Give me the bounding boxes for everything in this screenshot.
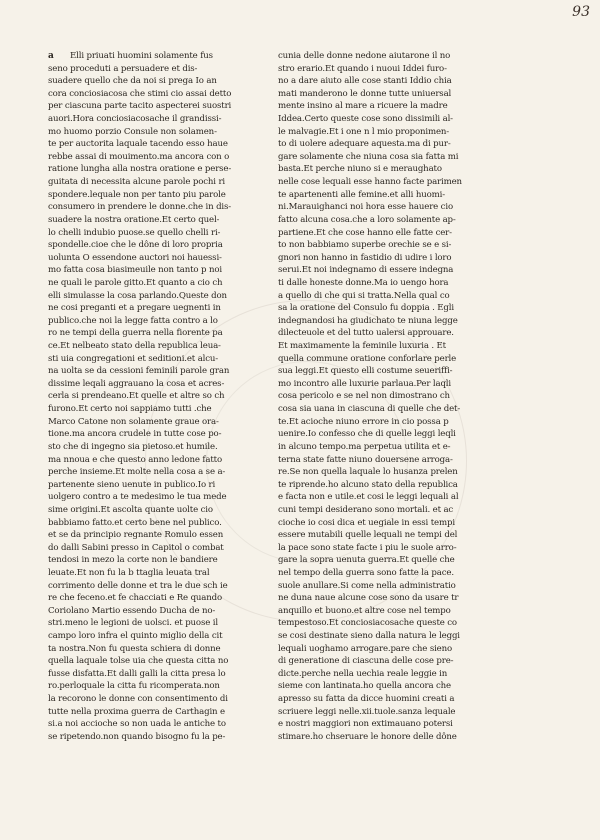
text-line [48, 151, 248, 164]
text-line [48, 617, 248, 630]
text-line-content: Et maximamente la feminile luxuria . Et [278, 341, 446, 352]
text-line-content: cosa pericolo e se nel non dimostrano ch [278, 391, 450, 402]
text-line [48, 693, 248, 706]
text-line [278, 63, 490, 76]
text-line-content: ro.perloquale la citta fu ricomperata.non [48, 681, 220, 692]
text-line-content: guitata di necessita alcune parole pochi ri [48, 177, 226, 188]
text-line [278, 201, 490, 214]
text-line [48, 327, 248, 340]
text-line-content: indegnandosi ha giudichato te niuna legge [278, 315, 458, 326]
text-line [278, 390, 490, 403]
text-line-content: sime origini.Et ascolta quante uolte cio [48, 504, 213, 515]
text-line-content: uenire.Io confesso che di quelle leggi leqli [278, 429, 456, 440]
text-line [48, 315, 248, 328]
text-line-content: dissime leqali aggrauano la cosa et acres- [48, 378, 225, 389]
text-line-content: cora conciosiacosa che stimi cio assai detto [48, 88, 232, 99]
text-line [48, 592, 248, 605]
text-line [278, 100, 490, 113]
text-line-content: ratione lungha alla nostra oratione e perse- [48, 164, 232, 175]
text-line-content: se ripetendo.non quando bisogno fu la pe- [48, 731, 226, 742]
text-line [48, 441, 248, 454]
text-line [48, 668, 248, 681]
text-line-content: ma nnoua e che questo anno ledone fatto [48, 454, 223, 465]
text-line [278, 454, 490, 467]
text-line [278, 75, 490, 88]
text-line [278, 617, 490, 630]
text-line-content: stro erario.Et quando i nuoui Iddei furo- [278, 63, 447, 74]
text-line [48, 277, 248, 290]
text-line [278, 315, 490, 328]
text-line-content: e facta non e utile.et cosi le leggi lequali al [278, 492, 459, 503]
text-line-content: re.Se non quella laquale lo husanza prelen [278, 467, 458, 478]
text-line [48, 390, 248, 403]
text-line [278, 403, 490, 416]
text-line-content: mente insino al mare a ricuere la madre [278, 101, 448, 112]
text-line-content: tendosi in mezo la corte non le bandiere [48, 555, 218, 566]
text-line-content: sti uia congregationi et seditioni.et alcu- [48, 353, 219, 364]
text-line [278, 491, 490, 504]
text-line [278, 479, 490, 492]
text-line [48, 113, 248, 126]
text-line-content: campo loro infra el quinto miglio della cit [48, 631, 223, 642]
text-line-content: spondelle.cioe che le dône di loro propria [48, 240, 223, 251]
text-line [48, 239, 248, 252]
text-line [278, 668, 490, 681]
text-line [278, 151, 490, 164]
text-line-content: ne quali le parole gitto.Et quanto a cio ch [48, 277, 223, 288]
text-line-content: mati manderono le donne tutte uniuersal [278, 88, 452, 99]
text-line-content: Elli priuati huomini solamente fus [70, 51, 213, 61]
text-line-content: fatto alcuna cosa.che a loro solamente ap- [278, 214, 456, 225]
text-line [48, 214, 248, 227]
text-line-content: scriuere leggi nelle.xii.tuole.sanza lequale [278, 706, 456, 717]
text-line [48, 353, 248, 366]
text-line [48, 403, 248, 416]
text-line [278, 113, 490, 126]
text-line-content: suadere quello che da noi si prega Io an [48, 76, 217, 87]
initial-letter: a [48, 51, 54, 61]
text-line [48, 176, 248, 189]
text-line-content: ce.Et nelbeato stato della republica leua- [48, 341, 221, 352]
text-line-content: to di uolere adequare aquesta.ma di pur- [278, 139, 451, 150]
text-line-content: ni.Marauighanci noi hora esse hauere cio [278, 202, 453, 213]
text-line [48, 365, 248, 378]
text-line [278, 542, 490, 555]
text-line [48, 580, 248, 593]
text-line-content: tione.ma ancora crudele in tutte cose po- [48, 429, 222, 440]
text-line [278, 239, 490, 252]
text-line [48, 554, 248, 567]
text-line-content: na uolta se da cessioni feminili parole gran [48, 366, 230, 377]
text-line [48, 50, 248, 63]
text-line [278, 592, 490, 605]
text-line-content: dilecteuole et del tutto ualersi approuare. [278, 328, 454, 339]
text-line [48, 718, 248, 731]
text-line-content: gare solamente che niuna cosa sia fatta mi [278, 151, 459, 162]
text-line [278, 580, 490, 593]
text-line [278, 252, 490, 265]
text-line [278, 504, 490, 517]
right-column [278, 50, 490, 744]
text-line [48, 100, 248, 113]
text-line [278, 680, 490, 693]
text-line-content: le malvagie.Et i one n l mio proponimen- [278, 126, 450, 137]
text-line-content: tutte nella proxima guerra de Carthagin e [48, 706, 225, 717]
text-line [48, 138, 248, 151]
text-line [278, 693, 490, 706]
text-line-content: babbiamo fatto.et certo bene nel publico. [48, 517, 222, 528]
text-line-content: sua leggi.Et questo elli costume seueriffi- [278, 366, 453, 377]
text-line-content: consumero in prendere le donne.che in dis- [48, 202, 232, 213]
text-line-content: ne cosi preganti et a pregare uegnenti in [48, 303, 221, 314]
text-line-content: suadere la nostra oratione.Et certo quel- [48, 214, 220, 225]
text-line-content: Coriolano Martio essendo Ducha de no- [48, 605, 216, 616]
text-line-content: spondere.lequale non per tanto piu parole [48, 189, 226, 200]
text-line-content: et se da principio regnante Romulo essen [48, 530, 224, 541]
text-line [278, 554, 490, 567]
text-line [48, 340, 248, 353]
text-line-content: tempestoso.Et conciosiacosache queste co [278, 618, 457, 629]
text-line [48, 731, 248, 744]
text-line [278, 365, 490, 378]
text-line [278, 340, 490, 353]
text-line-content: anquillo et buono.et altre cose nel tempo [278, 605, 451, 616]
text-line [48, 126, 248, 139]
text-line-content: essere mutabili quelle lequali ne tempi del [278, 530, 458, 541]
text-line-content: stri.meno le legioni de uolsci. et puose il [48, 618, 218, 629]
text-line [48, 302, 248, 315]
text-line [48, 75, 248, 88]
text-line-content: Iddea.Certo queste cose sono dissimili al- [278, 114, 453, 125]
text-line [278, 214, 490, 227]
text-line-content: fusse disfatta.Et dalli galli la citta presa lo [48, 668, 226, 679]
text-line-content: la pace sono state facte i piu le suole arro- [278, 542, 457, 553]
text-line [48, 264, 248, 277]
text-line-content: cioche io cosi dica et uegiale in essi tempi [278, 517, 455, 528]
text-line-content: ti dalle honeste donne.Ma io uengo hora [278, 277, 449, 288]
text-line [48, 630, 248, 643]
text-line-content: ro ne tempi della guerra nella fiorente pa [48, 328, 223, 339]
text-line-content: basta.Et perche niuno si e meraughato [278, 164, 442, 175]
text-line [278, 466, 490, 479]
text-line-content: la recorono le donne con consentimento di [48, 694, 228, 705]
text-line [48, 163, 248, 176]
text-line-content: te per auctorita laquale tacendo esso haue [48, 139, 228, 150]
text-line [48, 479, 248, 492]
text-line-content: cerla si prendeano.Et quelle et altre so ch [48, 391, 225, 402]
text-line [48, 542, 248, 555]
text-line-content: cosa sia uana in ciascuna di quelle che det- [278, 404, 461, 415]
text-line-content: sto che di ingegno sia pietoso.et humile. [48, 441, 218, 452]
text-line [48, 706, 248, 719]
text-line [278, 655, 490, 668]
text-line [278, 290, 490, 303]
text-line [48, 63, 248, 76]
text-line-content: mo huomo porzio Consule non solamen- [48, 126, 217, 137]
text-line [278, 529, 490, 542]
text-line [48, 227, 248, 240]
text-line [278, 88, 490, 101]
text-line-content: ta nostra.Non fu questa schiera di donne [48, 643, 221, 654]
text-line-content: corrimento delle donne et tra le due sch ie [48, 580, 228, 591]
text-line-content: suole anullare.Si come nella administratio [278, 580, 456, 591]
text-line [278, 643, 490, 656]
text-line [48, 643, 248, 656]
text-line-content: quella commune oratione conforlare perle [278, 353, 457, 364]
text-line-content: te apartenenti alle femine.et alli huomi- [278, 189, 445, 200]
text-line-content: in alcuno tempo.ma perpetua utilita et e- [278, 441, 451, 452]
text-line-content: quella laquale tolse uia che questa citta no [48, 656, 229, 667]
text-line [278, 138, 490, 151]
text-line-content: te riprende.ho alcuno stato della republica [278, 479, 458, 490]
text-line [278, 50, 490, 63]
text-line-content: stimare.ho chseruare le honore delle dône [278, 731, 457, 742]
text-line-content: sieme con lantinata.ho quella ancora che [278, 681, 451, 692]
text-line [278, 517, 490, 530]
text-line-content: nelle cose lequali esse hanno facte parimen [278, 177, 462, 188]
text-line-content: auori.Hora conciosiacosache il grandissi- [48, 114, 222, 125]
left-column [48, 50, 248, 744]
text-line [48, 504, 248, 517]
text-line [278, 163, 490, 176]
text-line-content: elli simulasse la cosa parlando.Queste don [48, 290, 227, 301]
text-line-content: mo fatta cosa biasimeuile non tanto p noi [48, 265, 222, 276]
text-line-content: ne duna naue alcune cose sono da usare tr [278, 593, 459, 604]
text-line [48, 680, 248, 693]
text-line-content: perche insieme.Et molte nella cosa a se a- [48, 467, 226, 478]
text-line [278, 378, 490, 391]
text-line-content: Marco Catone non solamente graue ora- [48, 416, 219, 427]
text-line-content: do dalli Sabini presso in Capitol o combat [48, 542, 224, 553]
text-line [48, 290, 248, 303]
text-line-content: uolunta O essendone auctori noi hauessi- [48, 252, 222, 263]
text-line [278, 176, 490, 189]
text-line [48, 201, 248, 214]
text-line-content: publico.che noi la legge fatta contro a lo [48, 315, 218, 326]
text-line-content: terna state fatte niuno douersene arroga- [278, 454, 453, 465]
text-line-content: nel tempo della guerra sono fatte la pace. [278, 567, 454, 578]
text-line-content: sa la oratione del Consulo fu doppia . Egli [278, 303, 454, 314]
text-line-content: seno proceduti a persuadere et dis- [48, 63, 198, 74]
text-line [278, 630, 490, 643]
text-line-content: lequali uoghamo arrogare.pare che sieno [278, 643, 453, 654]
text-line [278, 264, 490, 277]
text-line-content: uolgero contro a te medesimo le tua mede [48, 492, 227, 503]
text-line [278, 327, 490, 340]
text-line [48, 189, 248, 202]
text-line [278, 353, 490, 366]
text-line-content: mo incontro alle luxurie parlaua.Per laqli [278, 378, 451, 389]
text-line-content: furono.Et certo noi sappiamo tutti .che [48, 404, 212, 415]
text-line [48, 466, 248, 479]
text-line [278, 567, 490, 580]
text-line [278, 302, 490, 315]
text-line [48, 428, 248, 441]
text-line-content: leuate.Et non fu la b ttaglia leuata tral [48, 567, 210, 578]
text-line [48, 416, 248, 429]
text-line [278, 706, 490, 719]
text-line-content: si.a noi accioche so non uada le antiche to [48, 719, 226, 730]
text-line-content: a quello di che qui si tratta.Nella qual co [278, 290, 450, 301]
text-line [48, 567, 248, 580]
text-line-content: per ciascuna parte tacito aspecterei suostri [48, 101, 232, 112]
text-line-content: te.Et acioche niuno errore in cio possa p [278, 416, 449, 427]
text-line [278, 718, 490, 731]
text-line [278, 416, 490, 429]
text-line [278, 126, 490, 139]
text-line [48, 454, 248, 467]
text-line-content: e nostri maggiori non extimauano potersi [278, 719, 453, 730]
text-line-content: rebbe assai di mouimento.ma ancora con o [48, 151, 230, 162]
text-line-content: no a dare aiuto alle cose stanti Iddio chia [278, 76, 452, 87]
text-line [48, 378, 248, 391]
text-line-content: cuni tempi desiderano sono mortali. et ac [278, 504, 454, 515]
text-line-content: dicte.perche nella uechia reale leggie in [278, 668, 448, 679]
text-line-content: partiene.Et che cose hanno elle fatte cer- [278, 227, 452, 238]
text-line [48, 605, 248, 618]
text-line-content: apresso su fatta da dicce huomini creati a [278, 694, 455, 705]
text-line [48, 655, 248, 668]
text-line [278, 731, 490, 744]
text-line-content: gnori non hanno in fastidio di udire i loro [278, 252, 452, 263]
text-line [278, 227, 490, 240]
text-line [48, 529, 248, 542]
text-line [278, 277, 490, 290]
text-line-content: se cosi destinate sieno dalla natura le leggi [278, 631, 460, 642]
text-line [48, 517, 248, 530]
text-line [278, 441, 490, 454]
text-line-content: di generatione di ciascuna delle cose pre- [278, 656, 454, 667]
text-line [278, 605, 490, 618]
text-line-content: gare la sopra uenuta guerra.Et quelle che [278, 555, 455, 566]
text-line [278, 189, 490, 202]
text-line-content: re che feceno.et fe chacciati e Re quando [48, 593, 223, 604]
text-line-content: cunia delle donne nedone aiutarone il no [278, 51, 451, 61]
text-line [278, 428, 490, 441]
text-line [48, 88, 248, 101]
folio-number: 93 [572, 4, 590, 20]
text-line [48, 252, 248, 265]
text-line [48, 491, 248, 504]
text-line-content: partenente sieno uenute in publico.Io ri [48, 479, 216, 490]
text-line-content: serui.Et noi indegnamo di essere indegna [278, 265, 454, 276]
text-line-content: to non babbiamo superbe orechie se e si- [278, 240, 452, 251]
text-line-content: lo chelli indubio puose.se quello chelli ri- [48, 227, 221, 238]
